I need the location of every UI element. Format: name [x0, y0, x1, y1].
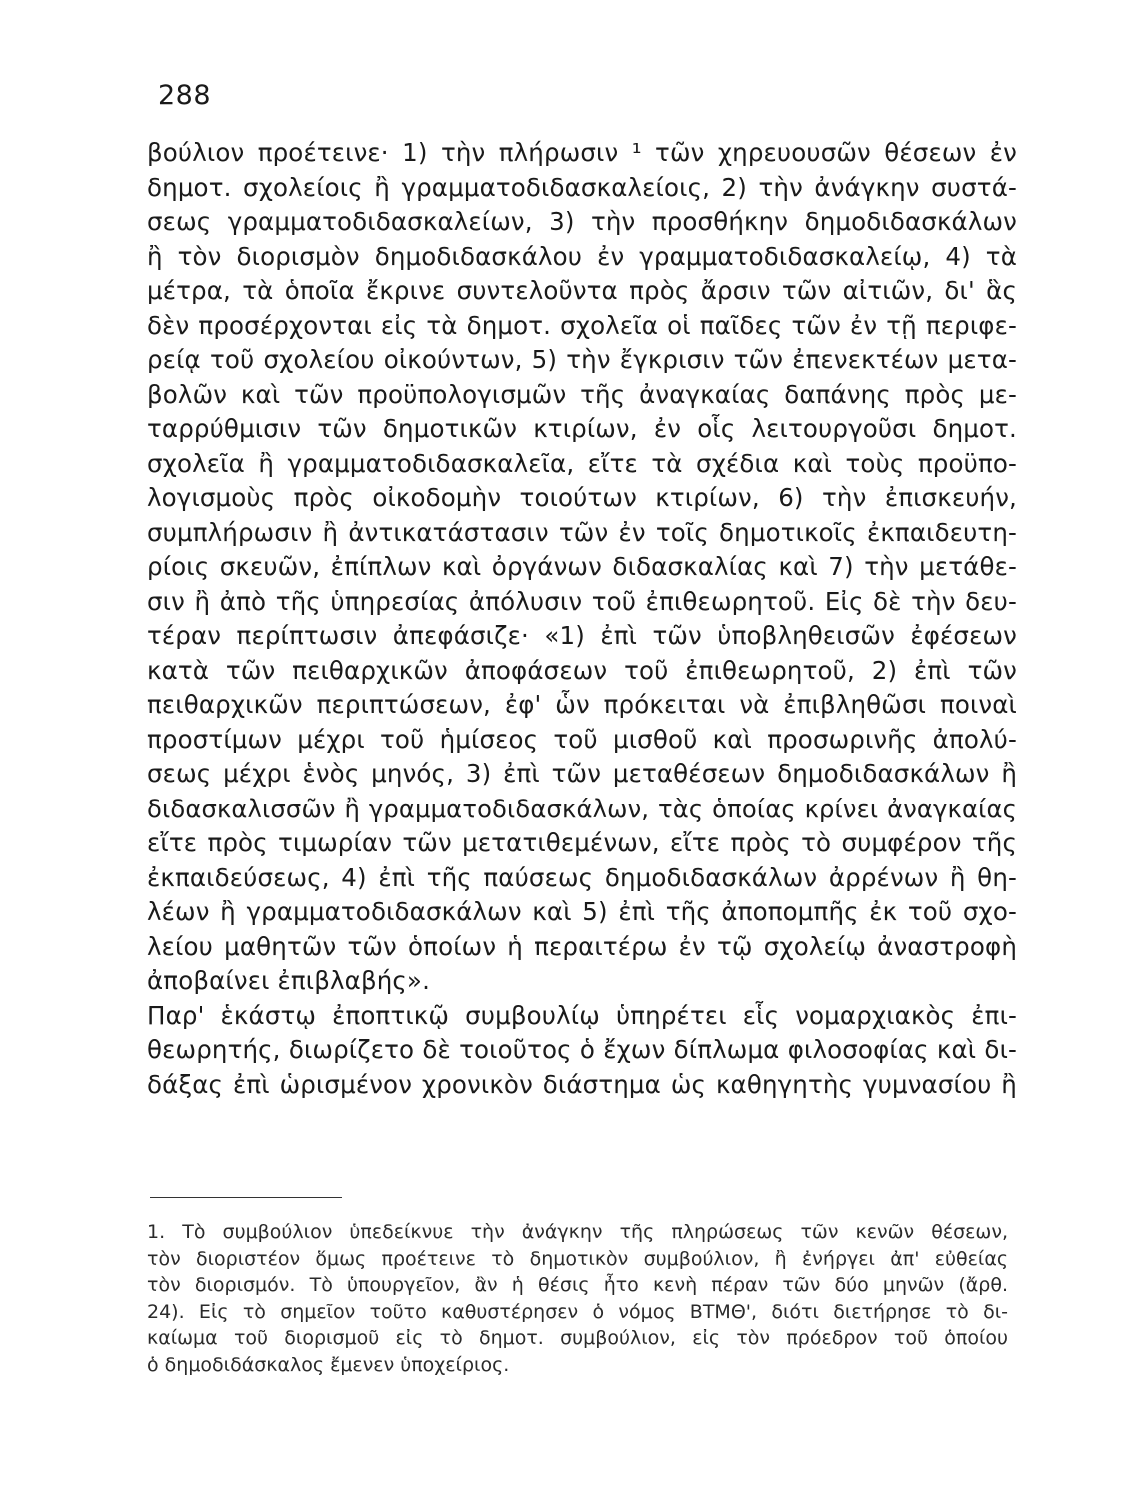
- text-line: λογισμοὺς πρὸς οἰκοδομὴν τοιούτων κτιρίων, 6) τὴν ἐπισκευήν,: [147, 483, 1017, 512]
- text-line: λέων ἢ γραμματοδιδασκάλων καὶ 5) ἐπὶ τῆς ἀποπομπῆς ἐκ τοῦ σχο-: [147, 897, 1017, 926]
- text-line: θεωρητής, διωρίζετο δὲ τοιοῦτος ὁ ἔχων δίπλωμα φιλοσοφίας καὶ δι-: [147, 1035, 1017, 1064]
- text-line: σιν ἢ ἀπὸ τῆς ὑπηρεσίας ἀπόλυσιν τοῦ ἐπιθεωρητοῦ. Εἰς δὲ τὴν δευ-: [147, 586, 1017, 616]
- page-number: 288: [158, 80, 212, 111]
- footnote-line: τὸν διορισμόν. Τὸ ὑπουργεῖον, ἂν ἡ θέσις ἦτο κενὴ πέραν τῶν δύο μηνῶν (ἄρθ.: [147, 1274, 1008, 1296]
- text-line: ρείᾳ τοῦ σχολείου οἰκούντων, 5) τὴν ἔγκρισιν τῶν ἐπενεκτέων μετα-: [147, 345, 1017, 374]
- text-line: ἀποβαίνει ἐπιβλαβής».: [147, 966, 431, 995]
- text-line: βολῶν καὶ τῶν προϋπολογισμῶν τῆς ἀναγκαίας δαπάνης πρὸς με-: [147, 379, 1017, 409]
- text-line: εἴτε πρὸς τιμωρίαν τῶν μετατιθεμένων, εἴτε πρὸς τὸ συμφέρον τῆς: [147, 828, 1017, 857]
- footnote-line: καίωμα τοῦ διορισμοῦ εἰς τὸ δημοτ. συμβούλιον, εἰς τὸν πρόεδρον τοῦ ὁποίου: [147, 1327, 1008, 1349]
- text-line: σεως γραμματοδιδασκαλείων, 3) τὴν προσθήκην δημοδιδασκάλων: [147, 207, 1017, 236]
- footnote-line: 1. Τὸ συμβούλιον ὑπεδείκνυε τὴν ἀνάγκην τῆς πληρώσεως τῶν κενῶν θέσεων,: [147, 1221, 1008, 1243]
- text-line: δημοτ. σχολείοις ἢ γραμματοδιδασκαλείοις, 2) τὴν ἀνάγκην συστά-: [147, 172, 1017, 202]
- text-line: τέραν περίπτωσιν ἀπεφάσιζε· «1) ἐπὶ τῶν ὑποβληθεισῶν ἐφέσεων: [147, 621, 1017, 650]
- text-line: Παρ' ἑκάστῳ ἐποπτικῷ συμβουλίῳ ὑπηρέτει εἷς νομαρχιακὸς ἐπι-: [147, 1000, 1017, 1030]
- text-line: ἢ τὸν διορισμὸν δημοδιδασκάλου ἐν γραμματοδιδασκαλείῳ, 4) τὰ: [147, 241, 1017, 271]
- footnote: [147, 1219, 1008, 1378]
- text-line: ταρρύθμισιν τῶν δημοτικῶν κτιρίων, ἐν οἷς λειτουργοῦσι δημοτ.: [147, 414, 1017, 443]
- text-line: σχολεῖα ἢ γραμματοδιδασκαλεῖα, εἴτε τὰ σχέδια καὶ τοὺς προϋπο-: [147, 448, 1017, 478]
- text-line: προστίμων μέχρι τοῦ ἡμίσεος τοῦ μισθοῦ καὶ προσωρινῆς ἀπολύ-: [147, 724, 1017, 754]
- text-line: ρίοις σκευῶν, ἐπίπλων καὶ ὀργάνων διδασκαλίας καὶ 7) τὴν μετάθε-: [147, 552, 1017, 581]
- text-line: κατὰ τῶν πειθαρχικῶν ἀποφάσεων τοῦ ἐπιθεωρητοῦ, 2) ἐπὶ τῶν: [147, 655, 1017, 685]
- text-line: λείου μαθητῶν τῶν ὁποίων ἡ περαιτέρω ἐν τῷ σχολείῳ ἀναστροφὴ: [147, 931, 1017, 961]
- footnote-line: 24). Εἰς τὸ σημεῖον τοῦτο καθυστέρησεν ὁ νόμος ΒΤΜΘ', διότι διετήρησε τὸ δι-: [147, 1300, 1008, 1323]
- text-line: ἐκπαιδεύσεως, 4) ἐπὶ τῆς παύσεως δημοδιδασκάλων ἀρρένων ἢ θη-: [147, 862, 1017, 892]
- text-line: διδασκαλισσῶν ἢ γραμματοδιδασκάλων, τὰς ὁποίας κρίνει ἀναγκαίας: [147, 793, 1017, 823]
- text-line: δὲν προσέρχονται εἰς τὰ δημοτ. σχολεῖα οἱ παῖδες τῶν ἐν τῇ περιφε-: [147, 310, 1017, 340]
- text-line: δάξας ἐπὶ ὡρισμένον χρονικὸν διάστημα ὡς καθηγητὴς γυμνασίου ἢ: [147, 1069, 1017, 1099]
- footnote-line: ὁ δημοδιδάσκαλος ἔμενεν ὑποχείριος.: [147, 1353, 510, 1376]
- main-text: [147, 136, 1017, 1102]
- text-line: πειθαρχικῶν περιπτώσεων, ἐφ' ὧν πρόκειται νὰ ἐπιβληθῶσι ποιναὶ: [147, 690, 1017, 719]
- text-line: βούλιον προέτεινε· 1) τὴν πλήρωσιν ¹ τῶν χηρευουσῶν θέσεων ἐν: [147, 138, 1017, 167]
- text-line: σεως μέχρι ἑνὸς μηνός, 3) ἐπὶ τῶν μεταθέσεων δημοδιδασκάλων ἢ: [147, 759, 1017, 788]
- text-line: συμπλήρωσιν ἢ ἀντικατάστασιν τῶν ἐν τοῖς δημοτικοῖς ἐκπαιδευτη-: [147, 517, 1017, 547]
- footnote-line: τὸν διοριστέον ὅμως προέτεινε τὸ δημοτικὸν συμβούλιον, ἢ ἐνήργει ἀπ' εὐθείας: [147, 1247, 1008, 1270]
- footnote-divider: [150, 1197, 342, 1198]
- text-line: μέτρα, τὰ ὁποῖα ἔκρινε συντελοῦντα πρὸς ἄρσιν τῶν αἰτιῶν, δι' ἃς: [147, 276, 1017, 305]
